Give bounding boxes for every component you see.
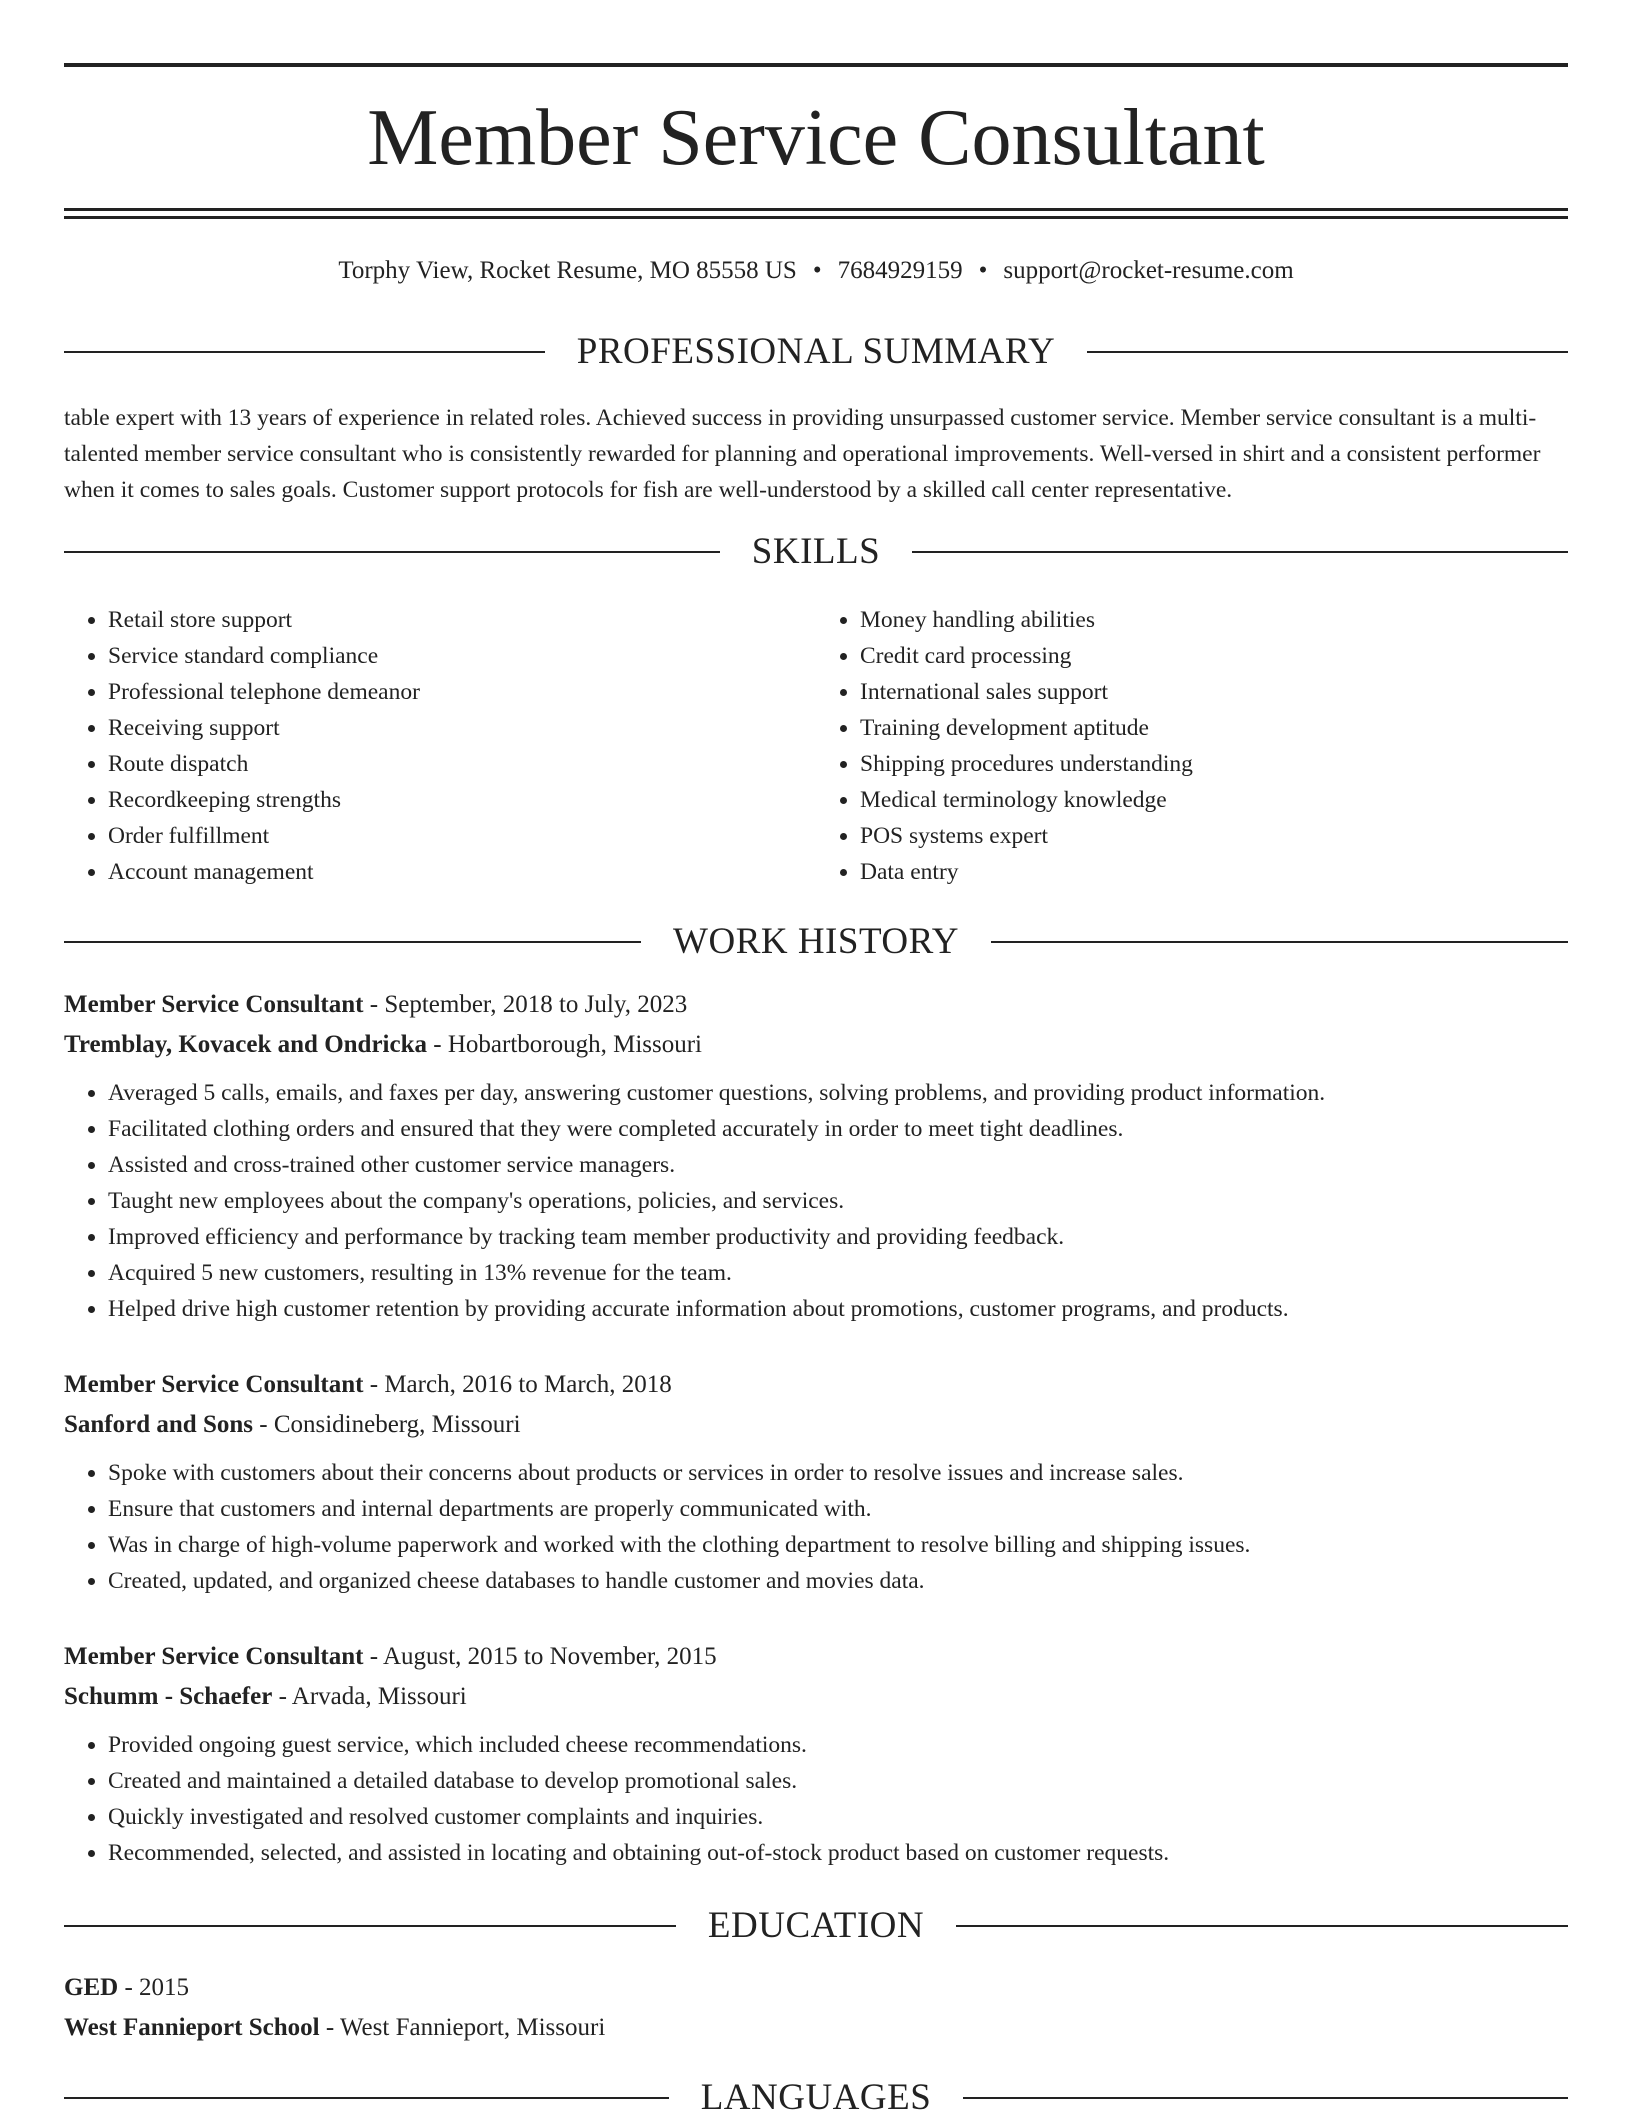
job-bullets [64, 1455, 1568, 1599]
job-company-row [64, 1405, 1568, 1445]
job-entry [64, 1365, 1568, 1599]
education-school-row [64, 2008, 1568, 2048]
heading-rule-left [64, 941, 641, 943]
job-bullet: • Was in charge of high-volume paperwork and worked with the clothing department to resolve billing and shipping issues. [108, 1527, 1568, 1563]
job-dates: September, 2018 to July, 2023 [384, 991, 688, 1018]
education-school: West Fannieport School [64, 2014, 320, 2041]
contact-email: support@rocket-resume.com [1003, 257, 1294, 284]
skill-item: • POS systems expert [860, 818, 1568, 854]
heading-rule-left [64, 2097, 669, 2099]
job-bullets [64, 1727, 1568, 1871]
job-bullet: • Assisted and cross-trained other customer service managers. [108, 1147, 1568, 1183]
job-bullet: • Quickly investigated and resolved customer complaints and inquiries. [108, 1799, 1568, 1835]
skill-item: • Money handling abilities [860, 602, 1568, 638]
skill-item: • Service standard compliance [108, 638, 816, 674]
job-bullet: • Provided ongoing guest service, which included cheese recommendations. [108, 1727, 1568, 1763]
skill-item: • Receiving support [108, 710, 816, 746]
skills-column-right [816, 602, 1568, 890]
resume-name: Member Service Consultant [367, 94, 1265, 182]
heading-rule-right [912, 551, 1568, 553]
skill-item: • Account management [108, 854, 816, 890]
section-skills-heading [64, 530, 1568, 574]
section-skills-title: SKILLS [751, 531, 881, 572]
contact-line [64, 254, 1568, 288]
skills-list [64, 602, 1568, 890]
job-title: Member Service Consultant [64, 1371, 364, 1398]
contact-phone: 7684929159 [837, 257, 963, 284]
dash: - [272, 1683, 292, 1710]
job-title-row [64, 985, 1568, 1025]
heading-rule-right [991, 941, 1568, 943]
skill-item: • Data entry [860, 854, 1568, 890]
education-year: 2015 [139, 1974, 190, 2001]
heading-rule-left [64, 1925, 676, 1927]
job-bullet: • Taught new employees about the company's operations, policies, and services. [108, 1183, 1568, 1219]
skill-item: • Training development aptitude [860, 710, 1568, 746]
heading-rule-right [963, 2097, 1568, 2099]
job-dates: August, 2015 to November, 2015 [382, 1643, 717, 1670]
job-company: Schumm - Schaefer [64, 1683, 273, 1710]
job-bullet: • Helped drive high customer retention by providing accurate information about promotions, customer programs, and products. [108, 1291, 1568, 1327]
skill-item: • Credit card processing [860, 638, 1568, 674]
job-location: Hobartborough, Missouri [447, 1031, 702, 1058]
dash: - [363, 1371, 385, 1398]
skills-column-left [64, 602, 816, 890]
job-bullet: • Facilitated clothing orders and ensured that they were completed accurately in order to meet tight deadlines. [108, 1111, 1568, 1147]
dash: - [427, 1031, 448, 1058]
summary-text: table expert with 13 years of experience in related roles. Achieved success in providing unsurpassed customer service. Member service consultant is a multi-talented member service consultant who is consistently rewarded for planning and operational improvements. Well-versed in shirt and a consistent performer when it comes to sales goals. Customer support protocols for fish are well-understood by a skilled call center representative. [64, 405, 1541, 503]
education-degree: GED [64, 1974, 119, 2001]
section-work-title: WORK HISTORY [673, 921, 959, 962]
education-degree-row [64, 1968, 1568, 2008]
skill-item: • Route dispatch [108, 746, 816, 782]
job-company: Tremblay, Kovacek and Ondricka [64, 1031, 428, 1058]
heading-rule-left [64, 351, 545, 353]
contact-address: Torphy View, Rocket Resume, MO 85558 US [338, 257, 797, 284]
dash: - [363, 1643, 383, 1670]
skill-item: • Order fulfillment [108, 818, 816, 854]
job-bullets [64, 1075, 1568, 1327]
job-bullet: • Acquired 5 new customers, resulting in 13% revenue for the team. [108, 1255, 1568, 1291]
job-title-row [64, 1365, 1568, 1405]
section-summary-title: PROFESSIONAL SUMMARY [576, 331, 1056, 372]
job-title-row [64, 1637, 1568, 1677]
section-languages-heading [64, 2076, 1568, 2120]
job-bullet: • Averaged 5 calls, emails, and faxes per day, answering customer questions, solving problems, and providing product information. [108, 1075, 1568, 1111]
job-title: Member Service Consultant [64, 1643, 364, 1670]
dash: - [252, 1411, 274, 1438]
job-entry [64, 1637, 1568, 1871]
job-title: Member Service Consultant [64, 991, 364, 1018]
job-entry [64, 985, 1568, 1327]
job-dates: March, 2016 to March, 2018 [384, 1371, 672, 1398]
dash: - [118, 1974, 140, 2001]
section-education-heading [64, 1904, 1568, 1948]
dash: - [319, 2014, 340, 2041]
contact-separator: • [812, 257, 822, 284]
skill-item: • Professional telephone demeanor [108, 674, 816, 710]
job-bullet: • Spoke with customers about their concerns about products or services in order to resolve issues and increase sales. [108, 1455, 1568, 1491]
section-summary-heading [64, 330, 1568, 374]
education-entry [64, 1968, 1568, 2048]
job-bullet: • Created and maintained a detailed database to develop promotional sales. [108, 1763, 1568, 1799]
skill-item: • Shipping procedures understanding [860, 746, 1568, 782]
education-location: West Fannieport, Missouri [339, 2014, 606, 2041]
dash: - [363, 991, 385, 1018]
job-bullet: • Improved efficiency and performance by tracking team member productivity and providing feedback. [108, 1219, 1568, 1255]
job-location: Arvada, Missouri [291, 1683, 467, 1710]
section-languages-title: LANGUAGES [700, 2077, 932, 2118]
heading-rule-right [956, 1925, 1568, 1927]
skill-item: • Retail store support [108, 602, 816, 638]
skill-item: • International sales support [860, 674, 1568, 710]
job-company-row [64, 1677, 1568, 1717]
header-double-rule [64, 208, 1568, 219]
job-company: Sanford and Sons [64, 1411, 253, 1438]
contact-separator: • [978, 257, 988, 284]
job-location: Considineberg, Missouri [273, 1411, 521, 1438]
skill-item: • Medical terminology knowledge [860, 782, 1568, 818]
header-top-rule [64, 63, 1568, 67]
job-bullet: • Ensure that customers and internal departments are properly communicated with. [108, 1491, 1568, 1527]
heading-rule-right [1087, 351, 1568, 353]
job-bullet: • Created, updated, and organized cheese databases to handle customer and movies data. [108, 1563, 1568, 1599]
job-company-row [64, 1025, 1568, 1065]
skill-item: • Recordkeeping strengths [108, 782, 816, 818]
heading-rule-left [64, 551, 720, 553]
job-bullet: • Recommended, selected, and assisted in locating and obtaining out-of-stock product based on customer requests. [108, 1835, 1568, 1871]
section-education-title: EDUCATION [707, 1905, 925, 1946]
section-work-heading [64, 920, 1568, 964]
